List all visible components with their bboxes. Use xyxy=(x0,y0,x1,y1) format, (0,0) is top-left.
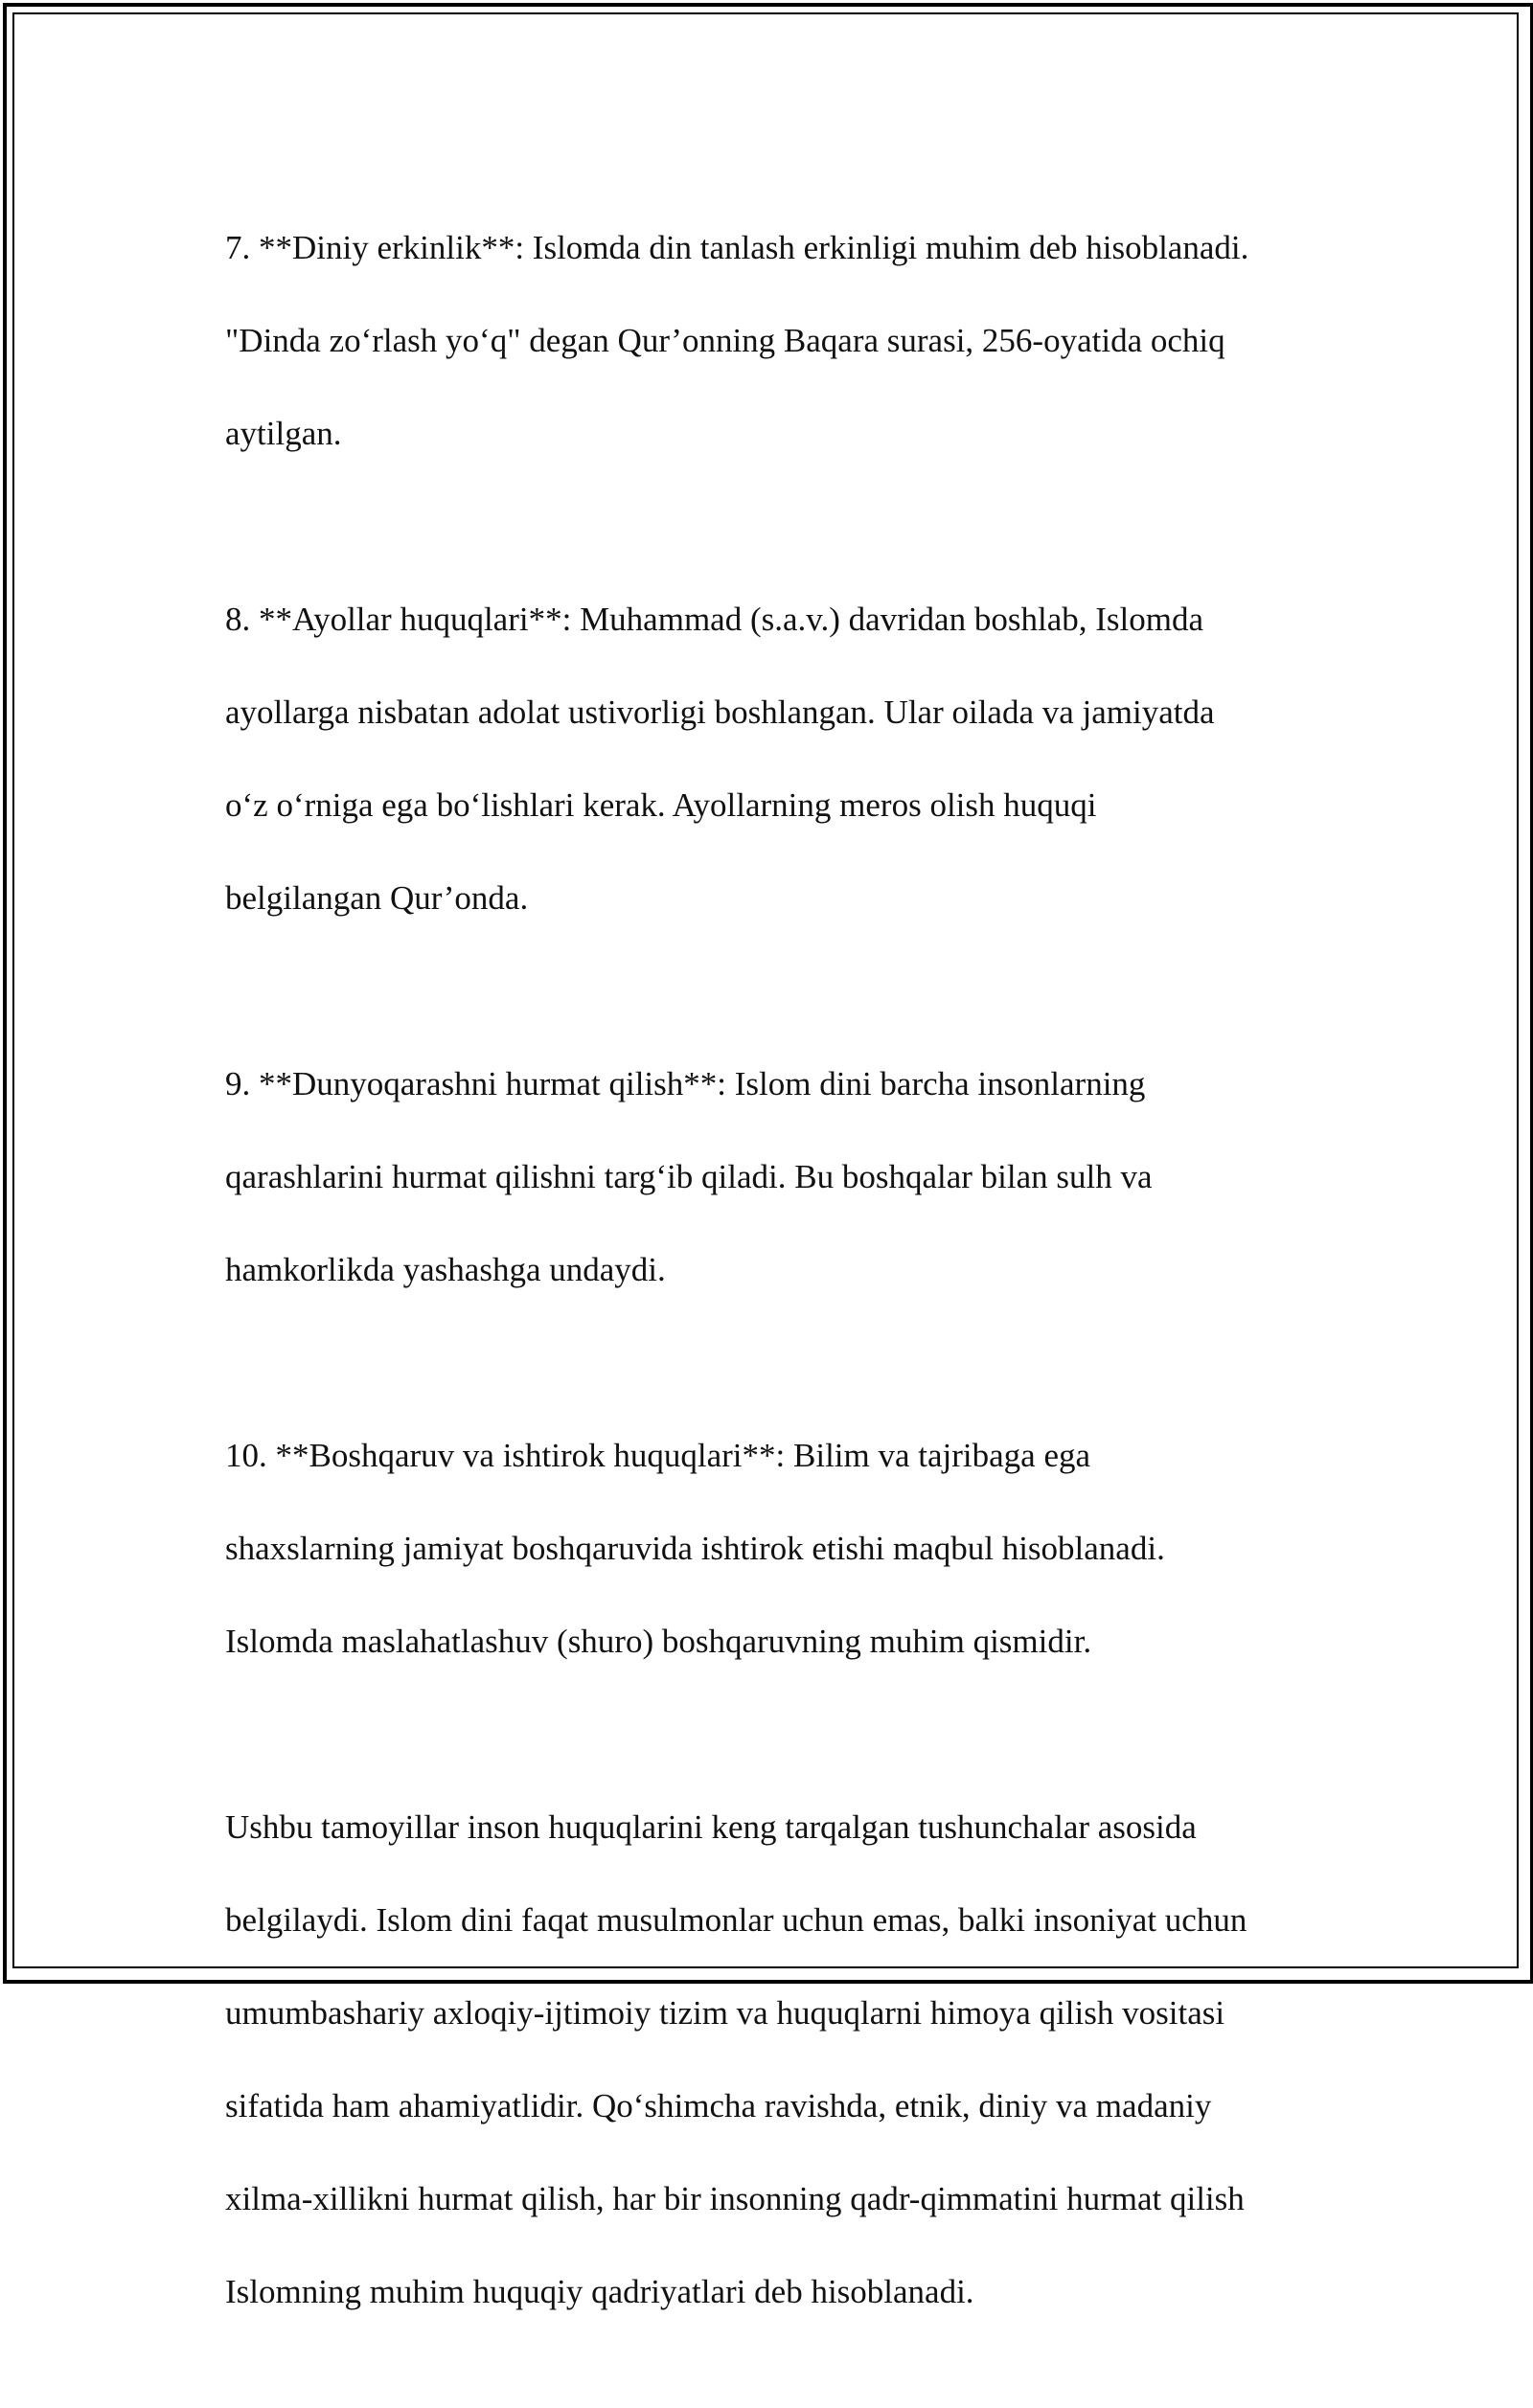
text-line: Ushbu tamoyillar inson huquqlarini keng tarqalgan tushunchalar asosida xyxy=(225,1807,1197,1846)
paragraph-diniy-erkinlik xyxy=(225,178,1317,504)
text-line: xilma-xillikni hurmat qilish, har bir insonning qadr-qimmatini hurmat qilish xyxy=(225,2179,1245,2217)
text-line: 10. **Boshqaruv va ishtirok huquqlari**: Bilim va tajribaga ega xyxy=(225,1436,1091,1474)
text-line: o‘z o‘rniga ega bo‘lishlari kerak. Ayollarning meros olish huquqi xyxy=(225,785,1097,824)
text-line: Islomning muhim huquqiy qadriyatlari deb hisoblanadi. xyxy=(225,2272,974,2310)
text-line: ayollarga nisbatan adolat ustivorligi boshlangan. Ular oilada va jamiyatda xyxy=(225,693,1215,731)
paragraph-boshqaruv xyxy=(225,1386,1317,1712)
text-line: sifatida ham ahamiyatlidir. Qo‘shimcha ravishda, etnik, diniy va madaniy xyxy=(225,2086,1212,2124)
text-line: aytilgan. xyxy=(225,414,342,452)
text-line: 9. **Dunyoqarashni hurmat qilish**: Islom dini barcha insonlarning xyxy=(225,1064,1146,1102)
text-line: shaxslarning jamiyat boshqaruvida ishtirok etishi maqbul hisoblanadi. xyxy=(225,1529,1165,1567)
text-line: Islomda maslahatlashuv (shuro) boshqaruvning muhim qismidir. xyxy=(225,1622,1092,1660)
paragraph-ayollar-huquqlari xyxy=(225,550,1317,968)
text-line: belgilangan Qur’onda. xyxy=(225,878,529,917)
text-line: 8. **Ayollar huquqlari**: Muhammad (s.a.v.) davridan boshlab, Islomda xyxy=(225,600,1203,638)
text-line: 7. **Diniy erkinlik**: Islomda din tanlash erkinligi muhim deb hisoblanadi. xyxy=(225,228,1249,266)
paragraph-conclusion xyxy=(225,1758,1317,2362)
text-line: qarashlarini hurmat qilishni targ‘ib qiladi. Bu boshqalar bilan sulh va xyxy=(225,1157,1153,1195)
text-line: belgilaydi. Islom dini faqat musulmonlar uchun emas, balki insoniyat uchun xyxy=(225,1900,1247,1939)
text-line: "Dinda zo‘rlash yo‘q" degan Qur’onning Baqara surasi, 256-oyatida ochiq xyxy=(225,321,1225,359)
text-line: umumbashariy axloqiy-ijtimoiy tizim va huquqlarni himoya qilish vositasi xyxy=(225,1993,1225,2032)
paragraph-dunyoqarash xyxy=(225,1014,1317,1340)
text-line: hamkorlikda yashashga undaydi. xyxy=(225,1250,666,1288)
document-body xyxy=(225,178,1317,2408)
